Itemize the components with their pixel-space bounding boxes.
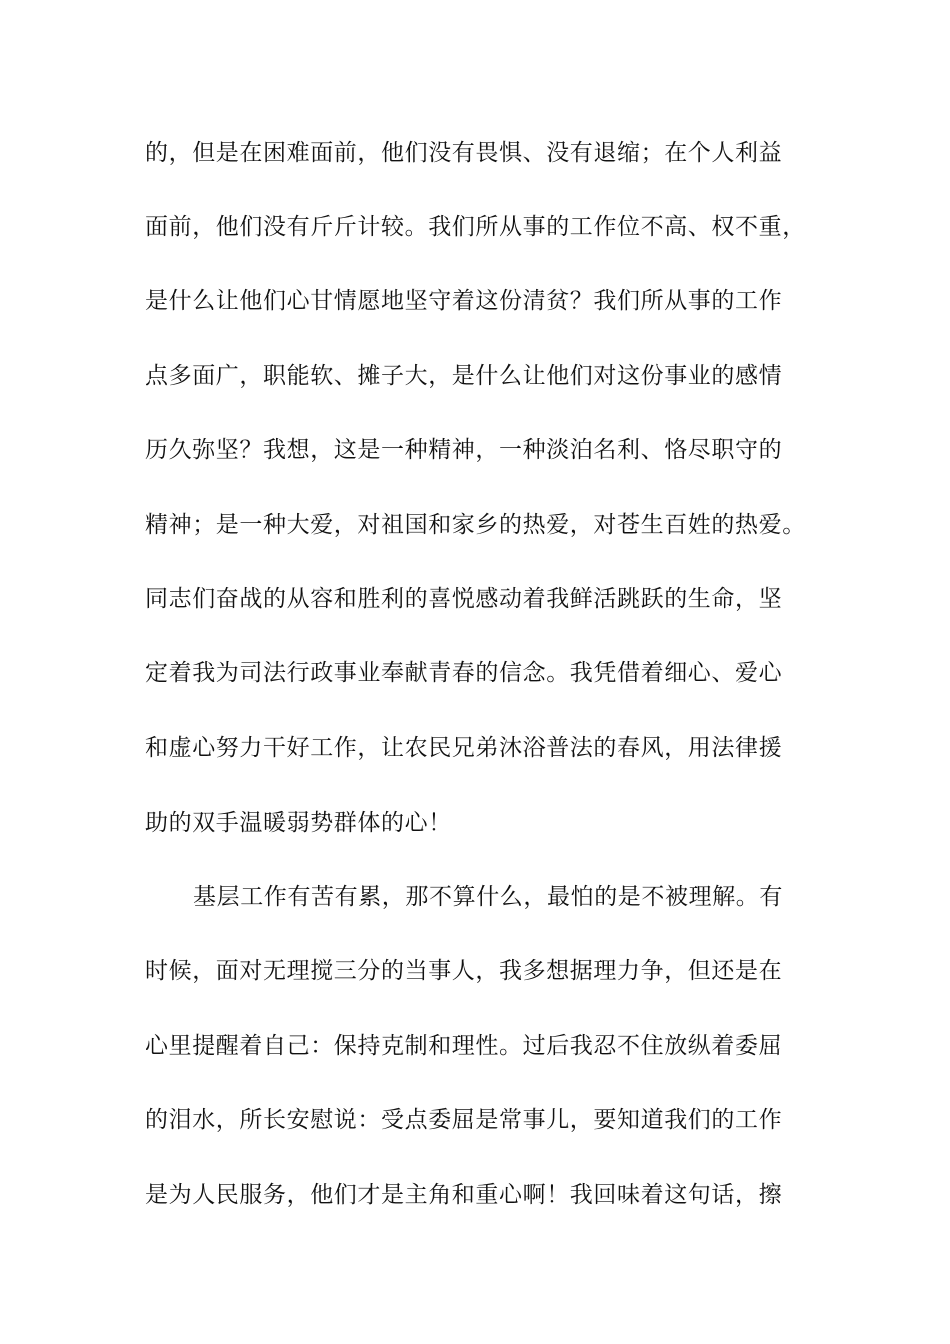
- paragraph-first-line: 基层工作有苦有累，那不算什么，最怕的是不被理解。有: [193, 884, 783, 910]
- text-line: 时候，面对无理搅三分的当事人，我多想据理力争，但还是在: [145, 958, 783, 984]
- text-line: 的泪水，所长安慰说：受点委屈是常事儿，要知道我们的工作: [145, 1107, 783, 1133]
- text-line: 心里提醒着自己：保持克制和理性。过后我忍不住放纵着委屈: [145, 1033, 783, 1059]
- text-line: 的，但是在困难面前，他们没有畏惧、没有退缩；在个人利益: [145, 140, 783, 166]
- text-line: 是什么让他们心甘情愿地坚守着这份清贫？我们所从事的工作: [145, 288, 783, 314]
- text-line: 和虚心努力干好工作，让农民兄弟沐浴普法的春风，用法律援: [145, 735, 783, 761]
- text-line: 助的双手温暖弱势群体的心！: [145, 810, 452, 836]
- text-line: 是为人民服务，他们才是主角和重心啊！我回味着这句话，擦: [145, 1182, 783, 1208]
- text-line: 面前，他们没有斤斤计较。我们所从事的工作位不高、权不重，: [145, 214, 806, 240]
- text-line: 历久弥坚？我想，这是一种精神，一种淡泊名利、恪尽职守的: [145, 437, 783, 463]
- text-line: 点多面广，职能软、摊子大，是什么让他们对这份事业的感情: [145, 363, 783, 389]
- text-line: 精神；是一种大爱，对祖国和家乡的热爱，对苍生百姓的热爱。: [145, 512, 806, 538]
- text-line: 同志们奋战的从容和胜利的喜悦感动着我鲜活跳跃的生命，坚: [145, 586, 783, 612]
- text-line: 定着我为司法行政事业奉献青春的信念。我凭借着细心、爱心: [145, 660, 783, 686]
